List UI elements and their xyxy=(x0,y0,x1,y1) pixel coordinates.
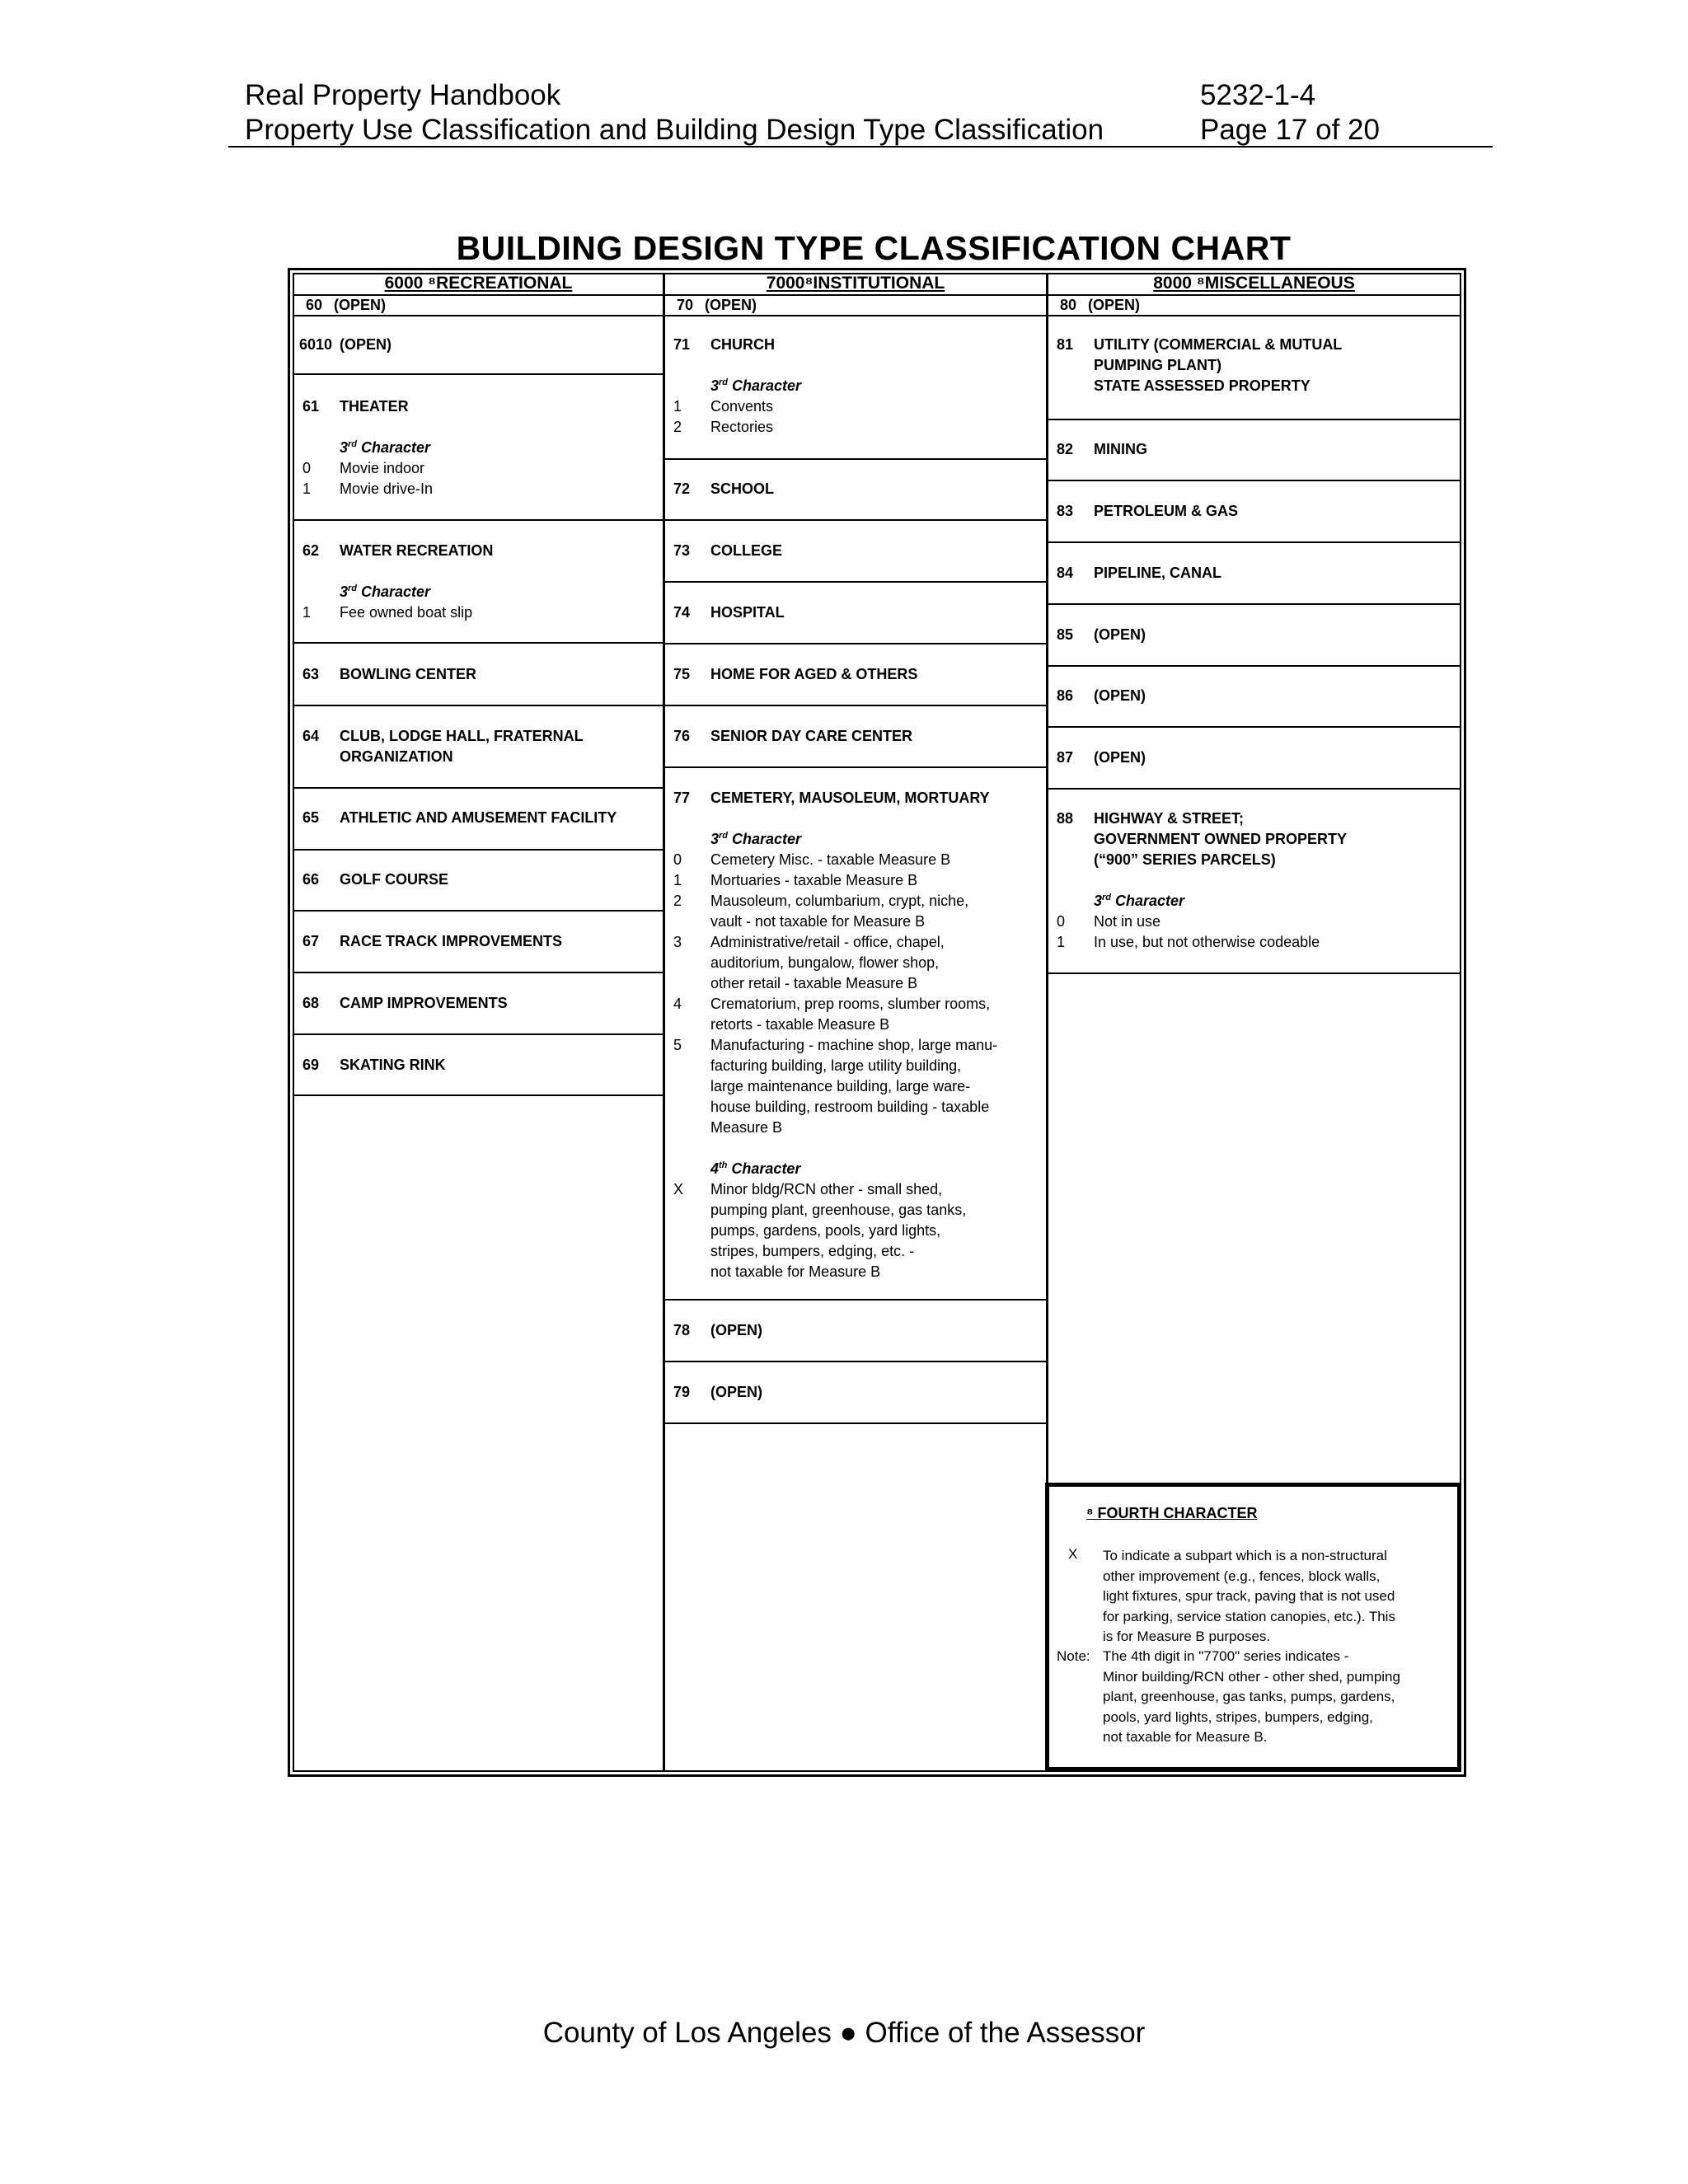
option-line: auditorium, bungalow, flower shop, xyxy=(710,954,940,971)
option-line: pumps, gardens, pools, yard lights, xyxy=(710,1222,941,1239)
rec-row-line xyxy=(293,705,663,706)
option-line: not taxable for Measure B xyxy=(710,1263,881,1280)
option-line: 2 Mausoleum, columbarium, crypt, niche, xyxy=(673,893,969,909)
misc-row-82: 82 MINING xyxy=(1057,441,1147,457)
inst-row-73: 73 COLLEGE xyxy=(673,542,783,559)
inst-row-line xyxy=(665,1299,1046,1301)
inst-row-line xyxy=(665,1422,1046,1424)
option-line: 4 Crematorium, prep rooms, slumber rooms, xyxy=(673,996,991,1012)
rec-row-line xyxy=(293,849,663,851)
inst-row-79: 79 (OPEN) xyxy=(673,1384,762,1400)
rec-row-line xyxy=(293,373,663,375)
rec-row-65: 65 ATHLETIC AND AMUSEMENT FACILITY xyxy=(302,809,617,826)
rec-row-62: 62 WATER RECREATION 3rd Character 1 Fee owned boat slip xyxy=(302,542,494,621)
option-line: Measure B xyxy=(710,1119,783,1136)
option-line: 1 Mortuaries - taxable Measure B xyxy=(673,872,918,888)
misc-row-85: 85 (OPEN) xyxy=(1057,626,1146,643)
page-footer: County of Los Angeles ● Office of the Assessor xyxy=(542,2017,1146,2049)
misc-row-86: 86 (OPEN) xyxy=(1057,687,1146,704)
option-line: stripes, bumpers, edging, etc. - xyxy=(710,1243,915,1259)
inst-row-72: 72 SCHOOL xyxy=(673,480,775,497)
note-line: pools, yard lights, stripes, bumpers, edging, xyxy=(1103,1708,1373,1725)
misc-row-87: 87 (OPEN) xyxy=(1057,749,1146,766)
subheading-divider xyxy=(293,315,1461,316)
rec-row-63: 63 BOWLING CENTER xyxy=(302,666,476,682)
heading-divider xyxy=(293,294,1461,296)
inst-row-line xyxy=(665,519,1046,521)
option-line: X Minor bldg/RCN other - small shed, xyxy=(673,1181,943,1197)
description-line: light fixtures, spur track, paving that is not used xyxy=(1103,1588,1395,1604)
inst-row-line xyxy=(665,1361,1046,1362)
inst-row-line xyxy=(665,458,1046,460)
inst-row-76: 76 SENIOR DAY CARE CENTER xyxy=(673,728,913,744)
option-line: pumping plant, greenhouse, gas tanks, xyxy=(710,1202,967,1218)
description-line: is for Measure B purposes. xyxy=(1103,1629,1271,1644)
misc-row-line xyxy=(1048,603,1461,605)
fourth-character-note-text xyxy=(1103,1647,1400,1748)
inst-row-line xyxy=(665,643,1046,644)
inst-row-74: 74 HOSPITAL xyxy=(673,604,785,621)
rec-row-67: 67 RACE TRACK IMPROVEMENTS xyxy=(302,933,563,949)
inst-row-line xyxy=(665,766,1046,768)
note-line: The 4th digit in "7700" series indicates - xyxy=(1103,1648,1349,1664)
fourth-character-note-label: Note: xyxy=(1057,1648,1090,1664)
column-heading-institutional: 7000⁸INSTITUTIONAL xyxy=(766,274,945,293)
inst-row-75: 75 HOME FOR AGED & OTHERS xyxy=(673,666,918,682)
description-line: other improvement (e.g., fences, block walls, xyxy=(1103,1568,1381,1584)
option-line: house building, restroom building - taxable xyxy=(710,1099,990,1115)
option-line: facturing building, large utility building, xyxy=(710,1057,962,1074)
rec-row-61: 61 THEATER 3rd Character 0 Movie indoor 1 Movie drive-In xyxy=(302,398,434,497)
rec-row-64: 64 CLUB, LODGE HALL, FRATERNAL ORGANIZATION xyxy=(302,728,584,765)
misc-row-line xyxy=(1048,788,1461,790)
subject-title: Property Use Classification and Building Design Type Classification xyxy=(245,114,1104,146)
inst-row-line xyxy=(665,581,1046,583)
rec-row-line xyxy=(293,642,663,644)
fourth-character-x-description xyxy=(1103,1546,1395,1647)
rec-row-line xyxy=(293,787,663,789)
description-line: To indicate a subpart which is a non-structural xyxy=(1103,1548,1387,1563)
document-number: 5232-1-4 xyxy=(1200,79,1316,111)
misc-row-line xyxy=(1048,541,1461,543)
option-line: 5 Manufacturing - machine shop, large manu- xyxy=(673,1037,998,1053)
subheading-80: 80 (OPEN) xyxy=(1059,297,1140,313)
misc-row-line xyxy=(1048,419,1461,420)
option-line: other retail - taxable Measure B xyxy=(710,975,918,991)
note-line: Minor building/RCN other - other shed, pumping xyxy=(1103,1668,1400,1685)
fourth-character-title: ⁸ FOURTH CHARACTER xyxy=(1086,1505,1258,1521)
inst-row-78: 78 (OPEN) xyxy=(673,1322,762,1338)
rec-row-69: 69 SKATING RINK xyxy=(302,1057,446,1073)
option-line: 3 Administrative/retail - office, chapel, xyxy=(673,934,945,950)
misc-row-88: 88 HIGHWAY & STREET; GOVERNMENT OWNED PROPERTY (“900” SERIES PARCELS) 3rd Character 0 Not in use 1 In use, but not otherwise codeable xyxy=(1057,810,1348,950)
inst-row-line xyxy=(665,705,1046,706)
header-rule xyxy=(228,146,1493,148)
note-line: plant, greenhouse, gas tanks, pumps, gardens, xyxy=(1103,1689,1395,1704)
rec-row-68: 68 CAMP IMPROVEMENTS xyxy=(302,995,508,1011)
inst-row-77: 77 CEMETERY, MAUSOLEUM, MORTUARY 3rd Character 0 Cemetery Misc. - taxable Measure B 1 Mortuaries - taxable Measure B 2 Mausoleum, columbarium, crypt, niche, vault - not taxable for Measure B 3 Administrative/retail - office, chapel, auditorium, bungalow, flower shop, other retail - taxable Measure B 4 Crematorium, prep rooms, slumber rooms, retorts - taxable Measure B 5 Manufacturing - machine shop, large manu- facturing building, large utility building, large maintenance building, large ware- house building, restroom building - taxable Measure B 4th Character X Minor bldg/RCN other - small shed, pumping plant, greenhouse, gas tanks, pumps, gardens, pools, yard lights, stripes, bumpers, edging, etc. - not taxable for Measure B xyxy=(665,788,997,1282)
option-line: retorts - taxable Measure B xyxy=(710,1016,890,1033)
subheading-60: 60 (OPEN) xyxy=(305,297,386,313)
rec-row-line xyxy=(293,910,663,912)
column-heading-miscellaneous: 8000 ⁸MISCELLANEOUS xyxy=(1153,274,1355,293)
rec-row-line xyxy=(293,972,663,973)
rec-row-line xyxy=(293,519,663,521)
rec-row-6010: 6010 (OPEN) xyxy=(299,336,392,353)
inst-row-71: 71 CHURCH 3rd Character 1 Convents 2 Rectories xyxy=(673,336,802,435)
subheading-70: 70 (OPEN) xyxy=(676,297,757,313)
misc-row-line xyxy=(1048,972,1461,974)
misc-row-line xyxy=(1048,665,1461,667)
chart-title: BUILDING DESIGN TYPE CLASSIFICATION CHART xyxy=(456,229,1292,267)
handbook-title: Real Property Handbook xyxy=(245,79,561,111)
misc-row-line xyxy=(1048,480,1461,481)
rec-row-line xyxy=(293,1033,663,1035)
rec-row-line xyxy=(293,1094,663,1096)
description-line: for parking, service station canopies, etc.). This xyxy=(1103,1608,1395,1624)
note-line: not taxable for Measure B. xyxy=(1103,1729,1268,1745)
misc-row-83: 83 PETROLEUM & GAS xyxy=(1057,503,1239,519)
misc-row-84: 84 PIPELINE, CANAL xyxy=(1057,565,1222,581)
column-heading-recreational: 6000 ⁸RECREATIONAL xyxy=(384,274,573,293)
fourth-character-x-code: X xyxy=(1068,1546,1078,1562)
page-number: Page 17 of 20 xyxy=(1200,114,1380,146)
option-line: 0 Cemetery Misc. - taxable Measure B xyxy=(673,851,951,868)
misc-row-line xyxy=(1048,726,1461,728)
rec-row-66: 66 GOLF COURSE xyxy=(302,871,449,888)
option-line: large maintenance building, large ware- xyxy=(710,1078,971,1094)
misc-row-81: 81 UTILITY (COMMERCIAL & MUTUAL PUMPING PLANT) STATE ASSESSED PROPERTY xyxy=(1057,336,1343,394)
option-line: vault - not taxable for Measure B xyxy=(710,913,926,930)
